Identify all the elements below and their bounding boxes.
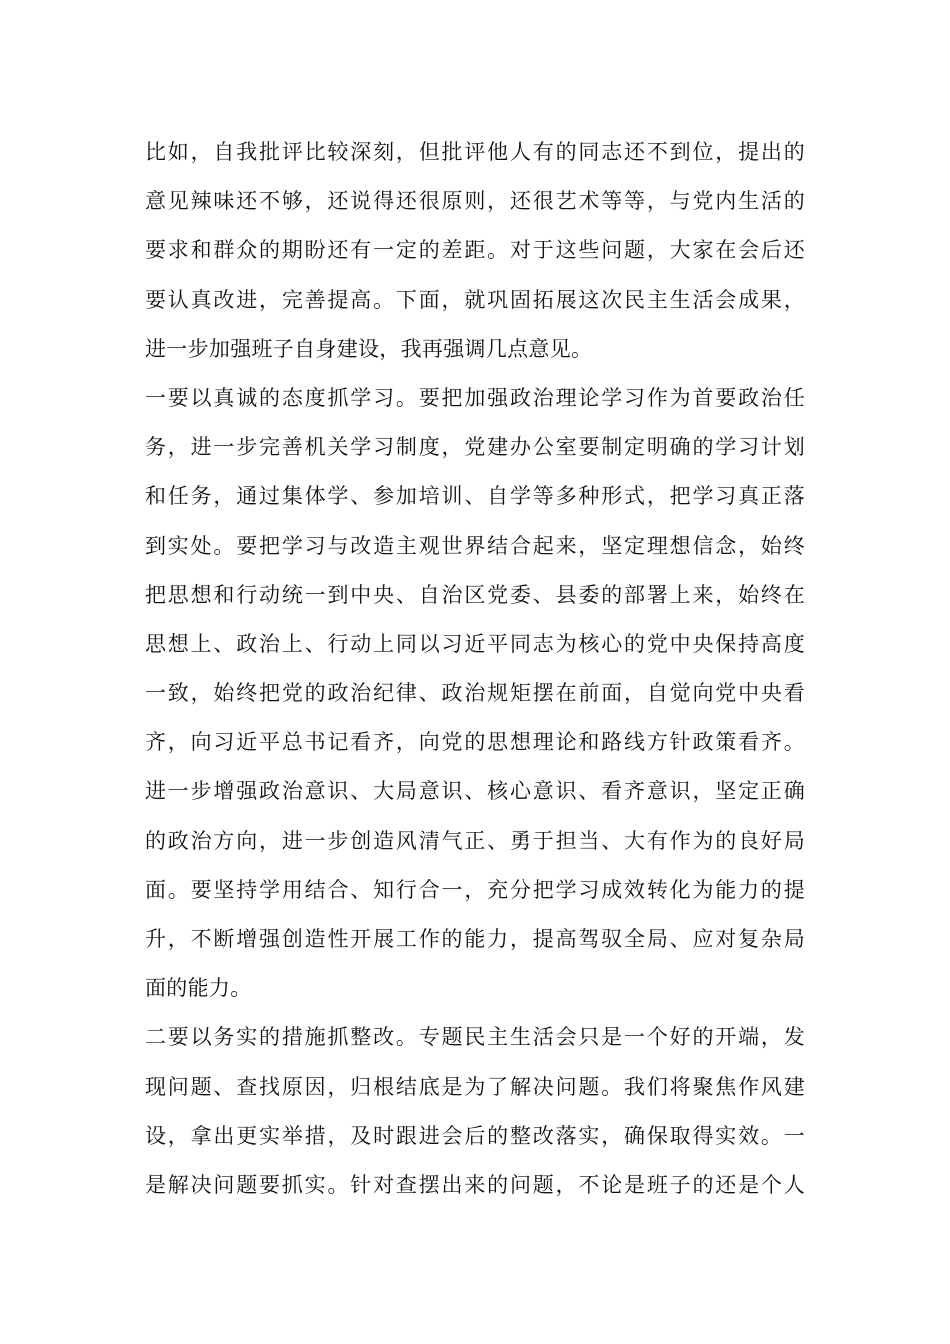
text-line: 进一步加强班子自身建设，我再强调几点意见。 [145, 336, 593, 361]
text-line: 现问题、查找原因，归根结底是为了解决问题。我们将聚焦作风建 [145, 1074, 805, 1099]
text-line: 和任务，通过集体学、参加培训、自学等多种形式，把学习真正落 [145, 484, 805, 509]
text-line: 务，进一步完善机关学习制度，党建办公室要制定明确的学习计划 [145, 435, 805, 460]
text-line: 把思想和行动统一到中央、自治区党委、县委的部署上来，始终在 [145, 582, 805, 607]
text-line: 设，拿出更实举措，及时跟进会后的整改落实，确保取得实效。一 [145, 1123, 805, 1148]
text-line: 升，不断增强创造性开展工作的能力，提高驾驭全局、应对复杂局 [145, 927, 805, 951]
text-line: 的政治方向，进一步创造风清气正、勇于担当、大有作为的良好局 [145, 828, 805, 853]
text-line: 一致，始终把党的政治纪律、政治规矩摆在前面，自觉向党中央看 [145, 681, 805, 706]
text-line: 是解决问题要抓实。针对查摆出来的问题，不论是班子的还是个人 [145, 1172, 805, 1197]
text-line: 比如，自我批评比较深刻，但批评他人有的同志还不到位，提出的 [145, 140, 805, 164]
text-line: 要认真改进，完善提高。下面，就巩固拓展这次民主生活会成果， [145, 287, 805, 312]
text-line: 齐，向习近平总书记看齐，向党的思想理论和路线方针政策看齐。 [145, 730, 805, 755]
text-line: 到实处。要把学习与改造主观世界结合起来，坚定理想信念，始终 [145, 533, 805, 558]
text-line: 二要以务实的措施抓整改。专题民主生活会只是一个好的开端，发 [145, 1025, 805, 1050]
text-line: 面。要坚持学用结合、知行合一，充分把学习成效转化为能力的提 [145, 877, 805, 902]
text-line: 思想上、政治上、行动上同以习近平同志为核心的党中央保持高度 [145, 631, 805, 656]
text-line: 面的能力。 [145, 976, 252, 1001]
text-line: 要求和群众的期盼还有一定的差距。对于这些问题，大家在会后还 [145, 238, 805, 263]
text-line: 意见辣味还不够，还说得还很原则，还很艺术等等，与党内生活的 [145, 189, 805, 214]
text-line: 进一步增强政治意识、大局意识、核心意识、看齐意识，坚定正确 [145, 779, 805, 804]
body-text [145, 128, 805, 1210]
text-line: 一要以真诚的态度抓学习。要把加强政治理论学习作为首要政治任 [145, 385, 805, 410]
